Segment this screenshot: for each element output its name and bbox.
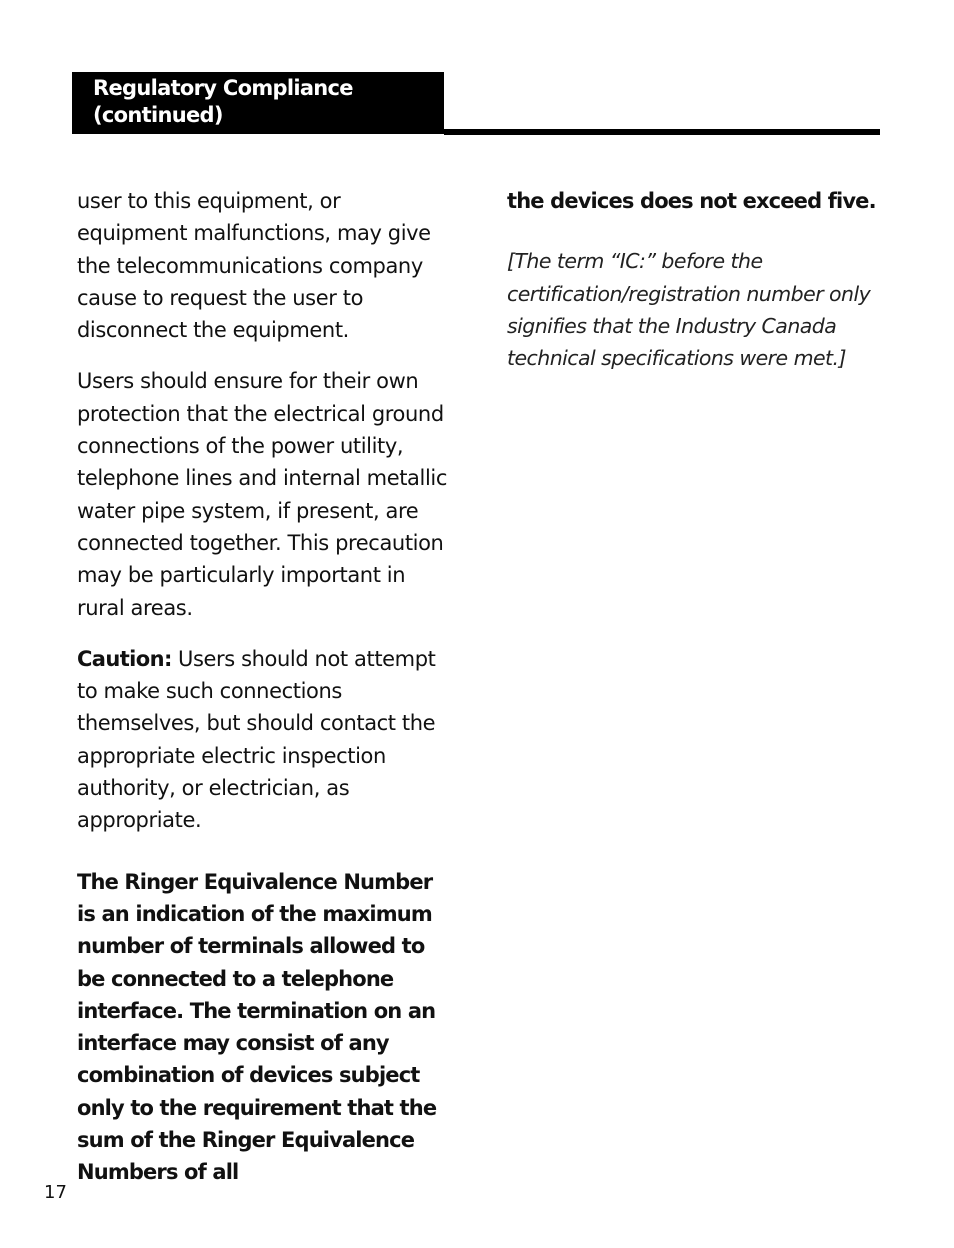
section-header-bar [72, 72, 444, 134]
paragraph-ground-connections: Users should ensure for their own protection that the electrical ground connections of the power utility, telephone lines and internal metallic water pipe system, if present, are connected together. This precaution may be particularly important in rural areas. [77, 369, 447, 620]
caution-label: Caution: [77, 646, 172, 671]
page-number: 17 [44, 1182, 67, 1203]
left-column [77, 185, 449, 1189]
caution-text: Users should not attempt to make such connections themselves, but should contact the appropriate electric inspection authority, or electrician, as appropriate. [77, 646, 436, 833]
paragraph-ren-continued: the devices does not exceed five. [507, 189, 876, 213]
header-rule [444, 129, 880, 135]
right-column [507, 185, 879, 374]
paragraph-user-equipment: user to this equipment, or equipment malfunctions, may give the telecommunications company cause to request the user to disconnect the equipment. [77, 189, 431, 343]
paragraph-ic-note: [The term “IC:” before the certification/registration number only signifies that the Industry Canada technical specifications were met.] [507, 249, 871, 371]
paragraph-caution [77, 643, 449, 837]
paragraph-ringer-equivalence: The Ringer Equivalence Number is an indication of the maximum number of terminals allowed to be connected to a telephone interface. The termination on an interface may consist of any combination of devices subject only to the requirement that the sum of the Ringer Equivalence Numbers of all [77, 869, 437, 1185]
section-title: Regulatory Compliance (continued) [93, 76, 353, 127]
